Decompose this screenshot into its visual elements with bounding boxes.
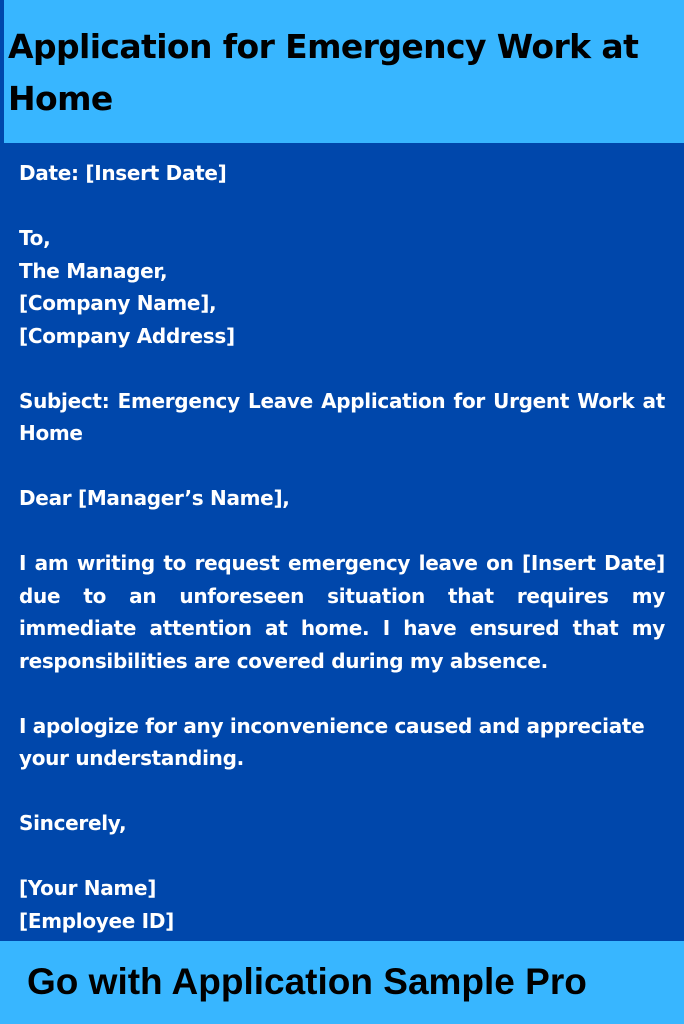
- recipient-salutation: To,: [19, 226, 51, 250]
- recipient-line: [Company Address]: [19, 323, 235, 348]
- letter-closing: Sincerely,: [19, 811, 127, 835]
- signature-employee-id: [Employee ID]: [19, 908, 174, 933]
- header-banner: [0, 0, 684, 143]
- letter-body: [19, 157, 665, 970]
- signature-name: [Your Name]: [19, 876, 157, 900]
- letter-subject: Subject: Emergency Leave Application for Urgent Work at Home: [19, 388, 665, 445]
- page-title: Application for Emergency Work at Home: [8, 27, 639, 118]
- signature-block: [19, 872, 665, 937]
- letter-paragraph: I apologize for any inconvenience caused and appreciate your understanding.: [19, 713, 645, 770]
- recipient-line: [Company Name],: [19, 291, 217, 315]
- recipient-block: [19, 222, 665, 352]
- footer-brand-text: Go with Application Sample Pro: [27, 961, 587, 1002]
- letter-greeting: Dear [Manager’s Name],: [19, 486, 290, 510]
- footer-banner: [0, 941, 684, 1024]
- recipient-line: The Manager,: [19, 258, 168, 283]
- letter-date: Date: [Insert Date]: [19, 161, 227, 185]
- letter-paragraph: I am writing to request emergency leave on [Insert Date] due to an unforeseen situation that requires my immediate attention at home. I have ensured that my responsibilities are covered during my absence.: [19, 551, 665, 673]
